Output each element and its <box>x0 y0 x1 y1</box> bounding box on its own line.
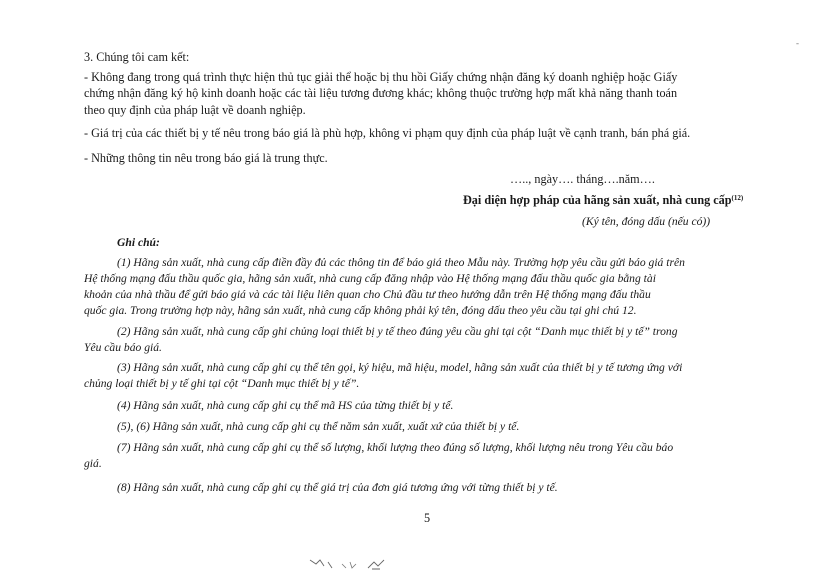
signatory-note: (Ký tên, đóng dấu (nếu có)) <box>582 215 711 228</box>
note-1-line-4: quốc gia. Trong trường hợp này, hãng sản xuất, nhà cung cấp không phải ký tên, đóng dấu theo yêu cầu tại ghi chú 12. <box>84 304 637 317</box>
date-line: ….., ngày…. tháng….năm…. <box>510 172 655 186</box>
signatory-title <box>463 193 743 207</box>
signatory-title-text: Đại diện hợp pháp của hãng sản xuất, nhà cung cấp <box>463 193 732 207</box>
note-4: (4) Hãng sản xuất, nhà cung cấp ghi cụ thể mã HS của từng thiết bị y tế. <box>117 399 454 412</box>
note-5-6: (5), (6) Hãng sản xuất, nhà cung cấp ghi cụ thể năm sản xuất, xuất xứ của thiết bị y tế. <box>117 420 520 433</box>
commitment-1-line-3: theo quy định của pháp luật về doanh nghiệp. <box>84 103 306 117</box>
commitment-1-line-1: - Không đang trong quá trình thực hiện thủ tục giải thể hoặc bị thu hồi Giấy chứng nhận đăng ký doanh nghiệp hoặc Giấy <box>84 70 678 84</box>
note-1-line-1: (1) Hãng sản xuất, nhà cung cấp điền đầy đủ các thông tin để báo giá theo Mẫu này. Trường hợp yêu cầu gửi báo giá trên <box>117 256 685 269</box>
signatory-footnote-ref: (12) <box>731 194 744 202</box>
note-1-line-2: Hệ thống mạng đấu thầu quốc gia, hãng sản xuất, nhà cung cấp đăng nhập vào Hệ thống mạng đấu thầu quốc gia bằng tài <box>84 272 656 285</box>
note-8: (8) Hãng sản xuất, nhà cung cấp ghi cụ thể giá trị của đơn giá tương ứng với từng thiết bị y tế. <box>117 481 558 494</box>
note-7-line-1: (7) Hãng sản xuất, nhà cung cấp ghi cụ thể số lượng, khối lượng theo đúng số lượng, khối lượng nêu trong Yêu cầu báo <box>117 441 674 454</box>
note-3-line-2: chủng loại thiết bị y tế ghi tại cột “Danh mục thiết bị y tế”. <box>84 377 360 390</box>
commitment-heading: 3. Chúng tôi cam kết: <box>84 50 190 64</box>
commitment-1-line-2: chứng nhận đăng ký hộ kinh doanh hoặc các tài liệu tương đương khác; không thuộc trường hợp mất khả năng thanh toán <box>84 86 678 100</box>
note-2-line-1: (2) Hãng sản xuất, nhà cung cấp ghi chủng loại thiết bị y tế theo đúng yêu cầu ghi tại cột “Danh mục thiết bị y tế” trong <box>117 325 678 338</box>
note-1-line-3: khoản của nhà thầu để gửi báo giá và các tài liệu liên quan cho Chủ đầu tư theo hướng dẫn trên Hệ thống mạng đấu thầu <box>84 288 651 301</box>
page-number: 5 <box>424 511 431 525</box>
note-3-line-1: (3) Hãng sản xuất, nhà cung cấp ghi cụ thể tên gọi, ký hiệu, mã hiệu, model, hãng sản xuất của thiết bị y tế tương ứng với <box>117 361 683 374</box>
note-7-line-2: giá. <box>84 457 102 470</box>
scan-smudge-mark <box>308 554 388 572</box>
corner-mark: - <box>796 38 799 48</box>
note-2-line-2: Yêu cầu báo giá. <box>84 341 162 354</box>
commitment-3: - Những thông tin nêu trong báo giá là trung thực. <box>84 151 328 165</box>
notes-heading: Ghi chú: <box>117 236 160 249</box>
commitment-2: - Giá trị của các thiết bị y tế nêu trong báo giá là phù hợp, không vi phạm quy định của pháp luật về cạnh tranh, bán phá giá. <box>84 126 691 140</box>
